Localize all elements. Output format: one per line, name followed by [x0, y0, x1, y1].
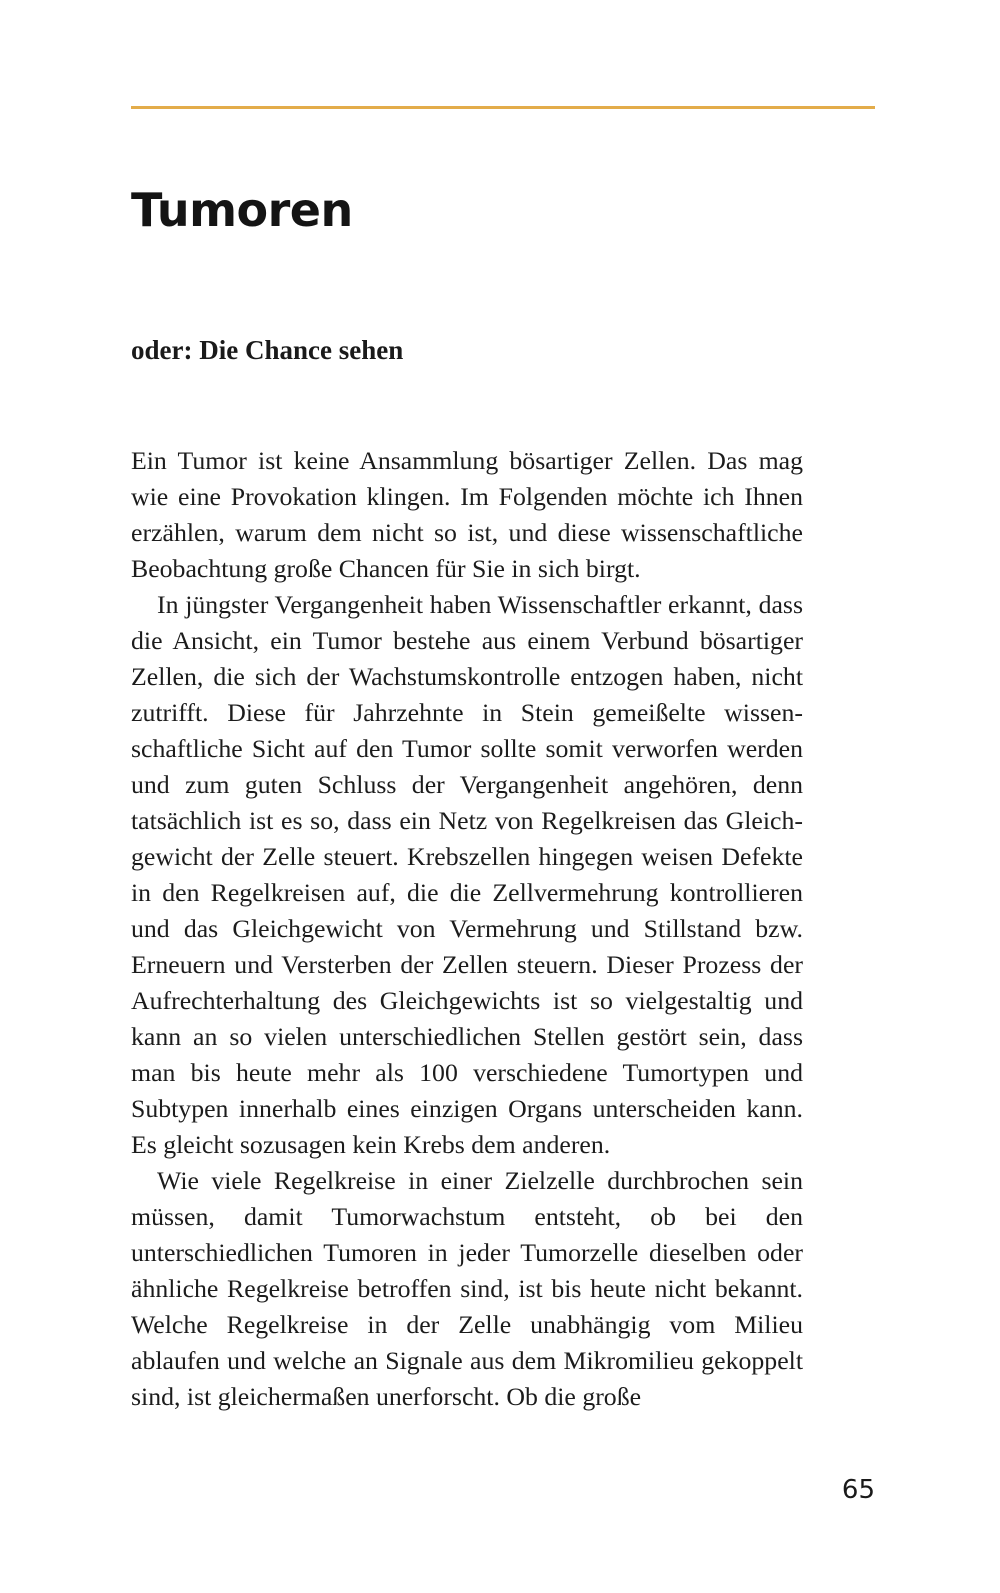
chapter-subtitle: oder: Die Chance sehen	[131, 335, 404, 365]
paragraph-3: Wie viele Regelkreise in einer Zielzelle durchbrochen sein müssen, damit Tumorwachstum entsteht, ob bei den unterschiedlichen Tumoren in jeder Tumorzelle dieselben oder ähnliche Regelkreise betroffen sind, ist bis heute nicht bekannt. Welche Regelkreise in der Zelle unabhängig vom Milieu ablaufen und welche an Signale aus dem Mikromilieu gekoppelt sind, ist gleichermaßen unerforscht. Ob die große	[131, 1166, 803, 1411]
chapter-title: Tumoren	[131, 183, 353, 237]
header-rule	[131, 106, 875, 109]
page-number: 65	[841, 1475, 875, 1505]
paragraph-1: Ein Tumor ist keine Ansammlung bösartiger Zellen. Das mag wie eine Provokation klingen. Im Folgenden möchte ich Ihnen erzählen, warum dem nicht so ist, und diese wissenschaftliche Beobachtung große Chancen für Sie in sich birgt.	[131, 446, 803, 583]
body-text	[131, 443, 803, 1415]
paragraph-2: In jüngster Vergangenheit haben Wissenschaftler erkannt, dass die Ansicht, ein Tumor bestehe aus einem Verbund bösartiger Zellen, die sich der Wachstumskontrolle entzogen haben, nicht zutrifft. Diese für Jahrzehnte in Stein gemeißelte wissenschaftliche Sicht auf den Tumor sollte somit verworfen werden und zum guten Schluss der Vergangenheit angehören, denn tatsächlich ist es so, dass ein Netz von Regelkreisen das Gleichgewicht der Zelle steuert. Krebszellen hingegen weisen Defekte in den Regelkreisen auf, die die Zellvermehrung kontrollieren und das Gleichgewicht von Vermehrung und Stillstand bzw. Erneuern und Versterben der Zellen steuern. Dieser Prozess der Aufrechterhaltung des Gleichgewichts ist so vielgestaltig und kann an so vielen unterschiedlichen Stellen gestört sein, dass man bis heute mehr als 100 verschiedene Tumortypen und Subtypen innerhalb eines einzigen Organs unterscheiden kann. Es gleicht sozusagen kein Krebs dem anderen.	[131, 590, 803, 1159]
